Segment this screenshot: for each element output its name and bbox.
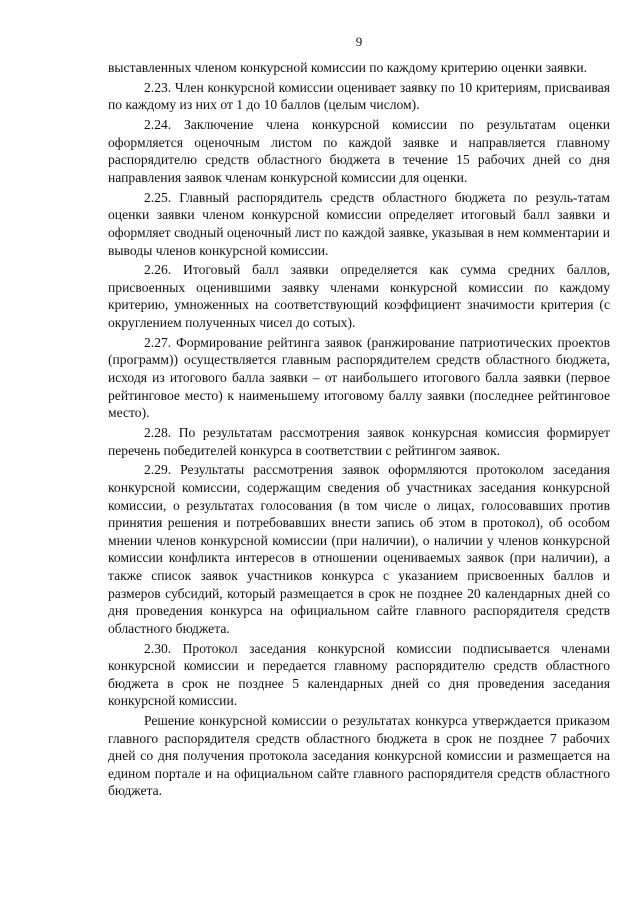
paragraph-2-28: 2.28. По результатам рассмотрения заявок конкурсная комиссия формирует перечень победителей конкурса в соответствии с рейтингом заявок. [108,425,610,458]
paragraph-continuation: выставленных членом конкурсной комиссии по каждому критерию оценки заявки. [108,60,588,75]
paragraph-2-27: 2.27. Формирование рейтинга заявок (ранжирование патриотических проектов (программ)) осуществляется главным распорядителем средств областного бюджета, исходя из итогового балла заявки – от наибольшего итогового балла заявки (первое рейтинговое место) к наименьшему итоговому баллу заявки (последнее рейтинговое место). [108,334,610,421]
paragraph-2-29: 2.29. Результаты рассмотрения заявок оформляются протоколом заседания конкурсной комиссии, содержащим сведения об участниках заседания конкурсной комиссии, о результатах голосования (в том числе о лицах, голосовавших против принятия решения и потребовавших внести запись об этом в протокол), об особом мнении членов конкурсной комиссии (при наличии), о наличии у членов конкурсной комиссии конфликта интересов в отношении оцениваемых заявок (при наличии), а также список заявок участников конкурса с указанием присвоенных баллов и размеров субсидий, который размещается в срок не позднее 20 календарных дней со дня проведения конкурса на официальном сайте главного распорядителя средств областного бюджета. [108,462,610,636]
page-number: 9 [355,34,363,49]
paragraph-2-25: 2.25. Главный распорядитель средств областного бюджета по резуль-татам оценки заявки членом конкурсной комиссии определяет итоговый балл заявки и оформляет сводный оценочный лист по каждой заявке, указывая в нем комментарии и выводы членов конкурсной комиссии. [108,189,610,258]
paragraph-2-24: 2.24. Заключение члена конкурсной комиссии по результатам оценки оформляется оценочным листом по каждой заявке и направляется главному распорядителю средств областного бюджета в течение 15 рабочих дней со дня направления заявок членам конкурсной комиссии для оценки. [108,117,610,185]
paragraph-2-26: 2.26. Итоговый балл заявки определяется как сумма средних баллов, присвоенных оценившими заявку членами конкурсной комиссии по каждому критерию, умноженных на соответствующий коэффициент значимости критерия (с округлением полученных чисел до сотых). [108,262,610,331]
paragraph-2-23: 2.23. Член конкурсной комиссии оценивает заявку по 10 критериям, присваивая по каждому из них от 1 до 10 баллов (целым числом). [108,79,610,113]
paragraph-2-30: 2.30. Протокол заседания конкурсной комиссии подписывается членами конкурсной комиссии и передается главному распорядителю средств областного бюджета в срок не позднее 5 календарных дней со дня проведения заседания конкурсной комиссии. [108,640,610,709]
paragraph-decision: Решение конкурсной комиссии о результатах конкурса утверждается приказом главного распорядителя средств областного бюджета в срок не позднее 7 рабочих дней со дня получения протокола заседания конкурсной комиссии и размещается на едином портале и на официальном сайте главного распорядителя средств областного бюджета. [108,713,610,799]
